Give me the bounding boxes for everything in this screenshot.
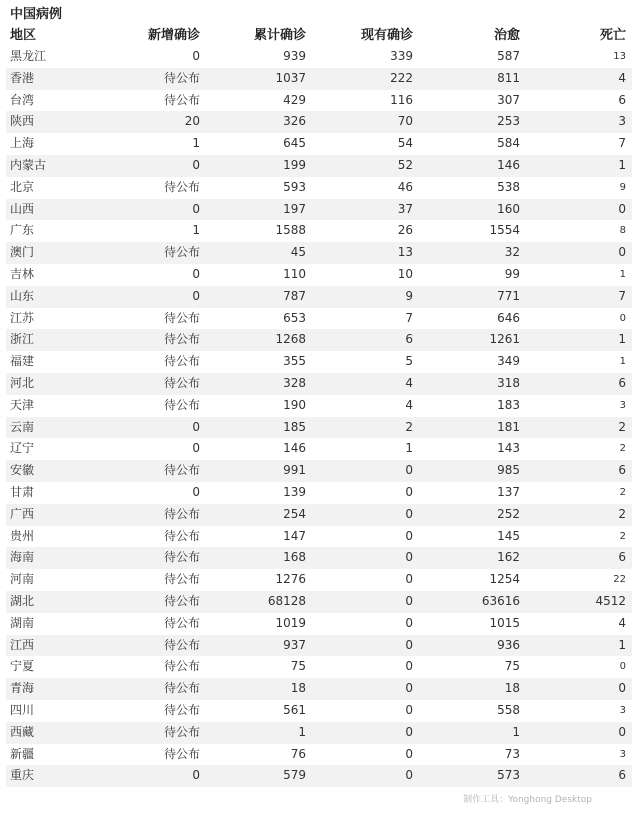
cell-total-confirmed: 561 [283, 702, 306, 717]
table-row [6, 547, 632, 569]
cell-new-confirmed: 待公布 [163, 550, 200, 565]
cell-deaths: 3 [619, 704, 626, 716]
cell-new-confirmed: 待公布 [163, 397, 200, 412]
cell-current-confirmed: 10 [397, 266, 413, 281]
cell-recovered: 145 [497, 528, 520, 543]
cell-deaths: 2 [618, 506, 626, 521]
cell-current-confirmed: 2 [405, 419, 413, 434]
cell-recovered: 63616 [481, 593, 520, 608]
cell-new-confirmed: 待公布 [163, 92, 200, 107]
cell-current-confirmed: 0 [405, 550, 413, 565]
cell-region: 北京 [10, 179, 35, 194]
cell-total-confirmed: 254 [283, 506, 306, 521]
table-row [6, 460, 632, 482]
cell-total-confirmed: 185 [283, 419, 306, 434]
table-row [6, 504, 632, 526]
table-row [6, 373, 632, 395]
table-row [6, 155, 632, 177]
cell-region: 山西 [10, 201, 35, 216]
table-row [6, 635, 632, 657]
cell-total-confirmed: 76 [290, 746, 306, 761]
cell-deaths: 0 [619, 312, 626, 324]
cell-deaths: 1 [618, 157, 626, 172]
cell-total-confirmed: 199 [283, 157, 306, 172]
cell-current-confirmed: 116 [390, 92, 413, 107]
cell-recovered: 183 [497, 397, 520, 412]
cell-current-confirmed: 0 [405, 615, 413, 630]
cell-recovered: 936 [497, 637, 520, 652]
cell-region: 四川 [10, 702, 35, 717]
cell-current-confirmed: 0 [405, 572, 413, 587]
cell-region: 山东 [10, 288, 35, 303]
cell-recovered: 137 [497, 484, 520, 499]
cell-total-confirmed: 1588 [275, 223, 306, 238]
cell-new-confirmed: 待公布 [163, 70, 200, 85]
cell-recovered: 1554 [489, 223, 520, 238]
table-row [6, 264, 632, 286]
cell-total-confirmed: 328 [283, 375, 306, 390]
cell-new-confirmed: 待公布 [163, 593, 200, 608]
cell-new-confirmed: 0 [192, 419, 200, 434]
cell-total-confirmed: 355 [283, 354, 306, 369]
cell-region: 吉林 [10, 266, 35, 281]
cell-total-confirmed: 653 [283, 310, 306, 325]
cell-deaths: 6 [618, 375, 626, 390]
cell-current-confirmed: 0 [405, 637, 413, 652]
cell-region: 黑龙江 [10, 49, 47, 63]
table-row [6, 700, 632, 722]
cell-total-confirmed: 1268 [275, 332, 306, 347]
cell-region: 重庆 [10, 768, 35, 783]
cell-deaths: 0 [618, 201, 626, 216]
cell-recovered: 584 [497, 136, 520, 151]
cell-region: 江西 [10, 637, 35, 652]
cell-recovered: 146 [497, 157, 520, 172]
table-row [6, 46, 632, 68]
cell-region: 广东 [10, 223, 35, 238]
page-title: 中国病例 [10, 7, 63, 22]
table-row [6, 569, 632, 591]
cell-new-confirmed: 待公布 [163, 310, 200, 325]
cell-deaths: 4 [618, 70, 626, 85]
table-row [6, 744, 632, 766]
cell-new-confirmed: 0 [192, 768, 200, 783]
cell-deaths: 1 [619, 268, 626, 280]
cell-new-confirmed: 0 [192, 201, 200, 216]
cell-new-confirmed: 待公布 [163, 637, 200, 652]
table-row [6, 591, 632, 613]
header-new-confirmed: 新增确诊 [147, 28, 200, 43]
cell-total-confirmed: 146 [283, 441, 306, 456]
cell-deaths: 6 [618, 550, 626, 565]
cell-new-confirmed: 20 [184, 114, 200, 129]
cell-region: 湖南 [10, 615, 35, 630]
cell-deaths: 7 [618, 136, 626, 151]
cell-total-confirmed: 1 [298, 724, 306, 739]
cell-current-confirmed: 0 [405, 746, 413, 761]
cell-new-confirmed: 0 [192, 288, 200, 303]
table-row [6, 133, 632, 155]
cell-total-confirmed: 147 [283, 528, 306, 543]
cell-current-confirmed: 0 [405, 506, 413, 521]
table-row [6, 351, 632, 373]
table-row [6, 656, 632, 678]
cell-current-confirmed: 0 [405, 593, 413, 608]
cell-total-confirmed: 645 [283, 136, 306, 151]
cell-total-confirmed: 1037 [275, 70, 306, 85]
cell-current-confirmed: 0 [405, 528, 413, 543]
cell-current-confirmed: 4 [405, 375, 413, 390]
cell-recovered: 1261 [489, 332, 520, 347]
cell-total-confirmed: 991 [283, 463, 306, 478]
cell-new-confirmed: 待公布 [163, 615, 200, 630]
cell-deaths: 0 [618, 681, 626, 696]
table-row [6, 199, 632, 221]
table-row [6, 177, 632, 199]
case-table [6, 26, 632, 787]
cell-new-confirmed: 待公布 [163, 506, 200, 521]
cell-region: 湖北 [10, 593, 35, 608]
cell-region: 河南 [10, 572, 35, 587]
cell-region: 青海 [10, 681, 35, 696]
cell-deaths: 3 [619, 399, 626, 411]
cell-deaths: 4 [618, 615, 626, 630]
cell-total-confirmed: 579 [283, 768, 306, 783]
cell-new-confirmed: 待公布 [163, 354, 200, 369]
cell-deaths: 3 [619, 748, 626, 760]
cell-recovered: 162 [497, 550, 520, 565]
cell-region: 甘肃 [10, 484, 35, 499]
cell-new-confirmed: 待公布 [163, 724, 200, 739]
cell-total-confirmed: 593 [283, 179, 306, 194]
table-row [6, 482, 632, 504]
table-row [6, 613, 632, 635]
cell-total-confirmed: 139 [283, 484, 306, 499]
cell-region: 香港 [10, 70, 35, 85]
cell-region: 台湾 [10, 92, 35, 107]
cell-new-confirmed: 0 [192, 49, 200, 63]
cell-deaths: 6 [618, 92, 626, 107]
header-deaths: 死亡 [599, 28, 626, 43]
cell-current-confirmed: 0 [405, 463, 413, 478]
cell-region: 上海 [10, 136, 35, 151]
cell-current-confirmed: 0 [405, 724, 413, 739]
cell-recovered: 75 [504, 659, 520, 674]
cell-recovered: 771 [497, 288, 520, 303]
header-current-confirmed: 现有确诊 [360, 28, 413, 43]
cell-recovered: 18 [504, 681, 520, 696]
cell-region: 天津 [10, 397, 35, 412]
table-row [6, 765, 632, 787]
cell-deaths: 2 [619, 530, 626, 542]
cell-current-confirmed: 54 [397, 136, 413, 151]
cell-region: 内蒙古 [10, 157, 47, 172]
cell-region: 澳门 [10, 245, 35, 260]
header-total-confirmed: 累计确诊 [253, 28, 306, 43]
cell-recovered: 73 [504, 746, 520, 761]
cell-deaths: 0 [618, 724, 626, 739]
cell-deaths: 1 [619, 356, 626, 368]
cell-deaths: 2 [618, 419, 626, 434]
cell-new-confirmed: 待公布 [163, 528, 200, 543]
cell-new-confirmed: 0 [192, 157, 200, 172]
cell-current-confirmed: 52 [397, 157, 413, 172]
cell-deaths: 1 [618, 637, 626, 652]
cell-new-confirmed: 0 [192, 441, 200, 456]
cell-recovered: 253 [497, 114, 520, 129]
cell-region: 贵州 [10, 528, 35, 543]
table-row [6, 678, 632, 700]
cell-current-confirmed: 5 [405, 354, 413, 369]
cell-total-confirmed: 326 [283, 114, 306, 129]
table-body [6, 46, 632, 787]
table-row [6, 722, 632, 744]
cell-new-confirmed: 待公布 [163, 702, 200, 717]
cell-new-confirmed: 1 [192, 223, 200, 238]
cell-recovered: 252 [497, 506, 520, 521]
table-row [6, 526, 632, 548]
cell-deaths: 2 [619, 486, 626, 498]
cell-total-confirmed: 168 [283, 550, 306, 565]
cell-recovered: 1254 [489, 572, 520, 587]
cell-recovered: 143 [497, 441, 520, 456]
cell-region: 陕西 [10, 114, 35, 129]
cell-deaths: 9 [619, 181, 626, 193]
cell-recovered: 538 [497, 179, 520, 194]
cell-new-confirmed: 待公布 [163, 681, 200, 696]
cell-recovered: 181 [497, 419, 520, 434]
cell-current-confirmed: 222 [390, 70, 413, 85]
table-row [6, 68, 632, 90]
table-row [6, 308, 632, 330]
cell-current-confirmed: 6 [405, 332, 413, 347]
table-row [6, 90, 632, 112]
table-row [6, 111, 632, 133]
cell-region: 安徽 [10, 463, 35, 478]
cell-recovered: 558 [497, 702, 520, 717]
cell-total-confirmed: 68128 [267, 593, 306, 608]
cell-region: 河北 [10, 375, 35, 390]
cell-total-confirmed: 1276 [275, 572, 306, 587]
cell-total-confirmed: 1019 [275, 615, 306, 630]
cell-total-confirmed: 190 [283, 397, 306, 412]
cell-total-confirmed: 937 [283, 637, 306, 652]
cell-deaths: 3 [618, 114, 626, 129]
cell-recovered: 1015 [489, 615, 520, 630]
cell-region: 西藏 [10, 724, 35, 739]
cell-current-confirmed: 7 [405, 310, 413, 325]
cell-total-confirmed: 18 [290, 681, 306, 696]
cell-new-confirmed: 待公布 [163, 572, 200, 587]
cell-recovered: 811 [497, 70, 520, 85]
cell-recovered: 160 [497, 201, 520, 216]
cell-region: 福建 [10, 354, 35, 369]
cell-total-confirmed: 939 [283, 49, 306, 63]
table-header [6, 26, 632, 46]
cell-current-confirmed: 1 [405, 441, 413, 456]
cell-current-confirmed: 339 [390, 49, 413, 63]
cell-new-confirmed: 待公布 [163, 332, 200, 347]
cell-new-confirmed: 待公布 [163, 659, 200, 674]
cell-region: 浙江 [10, 332, 35, 347]
cell-deaths: 7 [618, 288, 626, 303]
cell-recovered: 587 [497, 49, 520, 63]
cell-total-confirmed: 75 [290, 659, 306, 674]
cell-deaths: 8 [619, 225, 626, 237]
cell-current-confirmed: 0 [405, 659, 413, 674]
footer-credit: 制作工具：Yonghong Desktop [463, 795, 592, 805]
cell-deaths: 4512 [595, 593, 626, 608]
cell-current-confirmed: 13 [397, 245, 413, 260]
cell-total-confirmed: 197 [283, 201, 306, 216]
cell-deaths: 22 [613, 574, 626, 586]
cell-deaths: 13 [613, 51, 626, 62]
header-recovered: 治愈 [493, 28, 520, 43]
cell-current-confirmed: 9 [405, 288, 413, 303]
cell-region: 宁夏 [10, 659, 35, 674]
cell-new-confirmed: 0 [192, 266, 200, 281]
cell-current-confirmed: 70 [397, 114, 413, 129]
table-row [6, 395, 632, 417]
cell-total-confirmed: 429 [283, 92, 306, 107]
table-row [6, 417, 632, 439]
cell-new-confirmed: 待公布 [163, 245, 200, 260]
cell-region: 广西 [10, 506, 35, 521]
cell-recovered: 985 [497, 463, 520, 478]
cell-current-confirmed: 0 [405, 484, 413, 499]
cell-deaths: 0 [618, 245, 626, 260]
header-region: 地区 [10, 28, 37, 43]
table-row [6, 438, 632, 460]
cell-recovered: 307 [497, 92, 520, 107]
cell-recovered: 573 [497, 768, 520, 783]
cell-current-confirmed: 46 [397, 179, 413, 194]
cell-recovered: 99 [504, 266, 520, 281]
cell-recovered: 1 [512, 724, 520, 739]
cell-total-confirmed: 110 [283, 266, 306, 281]
cell-current-confirmed: 4 [405, 397, 413, 412]
cell-recovered: 646 [497, 310, 520, 325]
cell-deaths: 6 [618, 768, 626, 783]
cell-new-confirmed: 待公布 [163, 375, 200, 390]
cell-recovered: 32 [504, 245, 520, 260]
cell-total-confirmed: 45 [290, 245, 306, 260]
cell-deaths: 2 [619, 443, 626, 455]
cell-total-confirmed: 787 [283, 288, 306, 303]
cell-new-confirmed: 待公布 [163, 179, 200, 194]
cell-current-confirmed: 37 [397, 201, 413, 216]
cell-deaths: 0 [619, 661, 626, 673]
cell-region: 海南 [10, 550, 35, 565]
cell-deaths: 6 [618, 463, 626, 478]
cell-new-confirmed: 0 [192, 484, 200, 499]
cell-region: 云南 [10, 419, 35, 434]
table-row [6, 329, 632, 351]
table-row [6, 242, 632, 264]
cell-deaths: 1 [618, 332, 626, 347]
cell-new-confirmed: 待公布 [163, 463, 200, 478]
cell-new-confirmed: 1 [192, 136, 200, 151]
cell-new-confirmed: 待公布 [163, 746, 200, 761]
cell-region: 江苏 [10, 310, 35, 325]
cell-region: 新疆 [10, 746, 35, 761]
cell-current-confirmed: 0 [405, 681, 413, 696]
table-row [6, 220, 632, 242]
cell-recovered: 349 [497, 354, 520, 369]
cell-current-confirmed: 26 [397, 223, 413, 238]
table-row [6, 286, 632, 308]
cell-recovered: 318 [497, 375, 520, 390]
cell-region: 辽宁 [10, 441, 35, 456]
cell-current-confirmed: 0 [405, 702, 413, 717]
cell-current-confirmed: 0 [405, 768, 413, 783]
